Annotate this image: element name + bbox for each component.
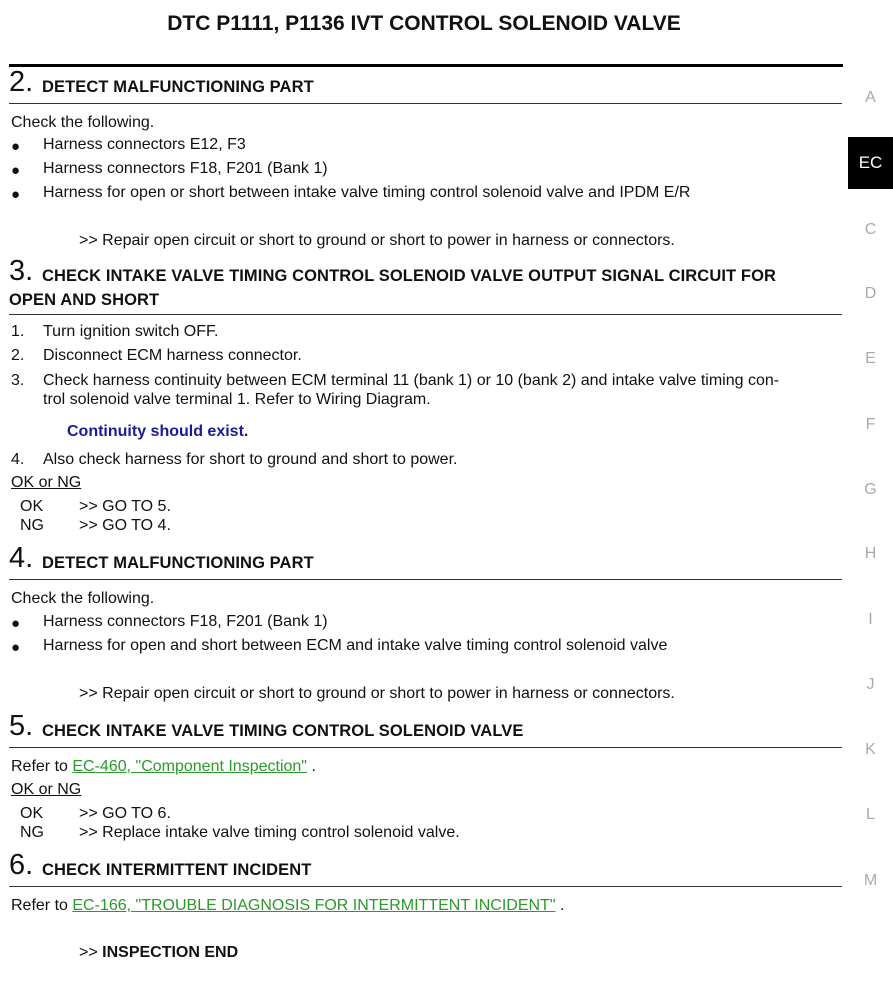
ng-label: NG [20,824,44,841]
section-title: CHECK INTAKE VALVE TIMING CONTROL SOLENOID VALVE [42,722,524,740]
sidebar-tab-a[interactable]: A [865,89,876,106]
list-item: Harness for open or short between intake valve timing control solenoid valve and IPDM E/R [43,184,691,201]
refer-line [11,897,564,915]
sidebar-tab-d[interactable]: D [864,285,877,302]
refer-line [11,758,316,776]
section-title: DETECT MALFUNCTIONING PART [42,554,314,572]
section-title-line-2: OPEN AND SHORT [9,291,160,309]
sidebar-tab-e[interactable]: E [865,350,876,367]
sidebar-tab-j[interactable]: J [866,676,875,693]
bullet-icon: ● [11,186,21,203]
step-text: Turn ignition switch OFF. [43,323,219,340]
sidebar-tab-ec[interactable]: EC [848,137,893,189]
section-title: CHECK INTAKE VALVE TIMING CONTROL SOLENOID VALVE OUTPUT SIGNAL CIRCUIT FOR [42,267,777,285]
ok-label: OK [20,805,44,822]
section-number: 4. [9,542,34,574]
sidebar-tab-k[interactable]: K [865,741,876,758]
action-text: >> Repair open circuit or short to ground or short to power in harness or connectors. [79,232,675,249]
continuity-note: Continuity should exist. [67,423,249,440]
refer-label: Refer to [11,897,68,914]
section-5-heading [9,710,842,748]
step-text: Also check harness for short to ground and short to power. [43,451,458,468]
list-item: Harness connectors F18, F201 (Bank 1) [43,160,328,177]
sidebar-tab-g[interactable]: G [864,481,877,498]
section-3-heading [9,255,842,315]
sidebar-tab-f[interactable]: F [865,416,876,433]
check-intro: Check the following. [11,114,155,131]
end-prefix: >> [79,944,98,961]
sidebar-tab-c[interactable]: C [864,221,877,238]
action-text: >> Repair open circuit or short to ground or short to power in harness or connectors. [79,685,675,702]
section-number: 5. [9,710,34,742]
step-number: 2. [11,347,25,364]
step-number: 3. [11,372,25,389]
ok-or-ng-label: OK or NG [11,474,82,491]
component-inspection-link[interactable]: EC-460, "Component Inspection" [72,758,307,775]
list-item: Harness connectors E12, F3 [43,136,246,153]
step-text-continued: trol solenoid valve terminal 1. Refer to Wiring Diagram. [43,391,431,408]
ng-action: >> Replace intake valve timing control solenoid valve. [79,824,460,841]
intermittent-incident-link[interactable]: EC-166, "TROUBLE DIAGNOSIS FOR INTERMITTENT INCIDENT" [72,897,556,914]
sidebar-tab-m[interactable]: M [863,872,878,889]
step-text: Check harness continuity between ECM terminal 11 (bank 1) or 10 (bank 2) and intake valve timing con- [43,372,780,389]
section-title: DETECT MALFUNCTIONING PART [42,78,314,96]
list-item: Harness connectors F18, F201 (Bank 1) [43,613,328,630]
ng-label: NG [20,517,44,534]
bullet-icon: ● [11,138,21,155]
sidebar-tab-h[interactable]: H [864,545,877,562]
ng-action: >> GO TO 4. [79,517,171,534]
list-item: Harness for open and short between ECM and intake valve timing control solenoid valve [43,637,668,654]
end-label: INSPECTION END [102,944,239,961]
sidebar-tab-i[interactable]: I [868,611,873,628]
section-2-heading [9,66,842,104]
ok-action: >> GO TO 6. [79,805,171,822]
check-intro: Check the following. [11,590,155,607]
section-6-heading [9,849,842,887]
step-number: 4. [11,451,25,468]
bullet-icon: ● [11,615,21,632]
section-number: 6. [9,849,34,881]
step-text: Disconnect ECM harness connector. [43,347,302,364]
inspection-end [79,944,238,962]
bullet-icon: ● [11,639,21,656]
section-number: 3. [9,255,34,287]
section-4-heading [9,542,842,580]
ok-or-ng-label: OK or NG [11,781,82,798]
section-title: CHECK INTERMITTENT INCIDENT [42,861,312,879]
sidebar-tab-l[interactable]: L [866,806,875,823]
period: . [311,758,316,775]
page-title: DTC P1111, P1136 IVT CONTROL SOLENOID VALVE [167,12,681,35]
period: . [559,897,565,914]
ok-label: OK [20,498,44,515]
bullet-icon: ● [11,162,21,179]
refer-label: Refer to [11,758,68,775]
section-number: 2. [9,66,34,98]
step-number: 1. [11,323,25,340]
ok-action: >> GO TO 5. [79,498,171,515]
